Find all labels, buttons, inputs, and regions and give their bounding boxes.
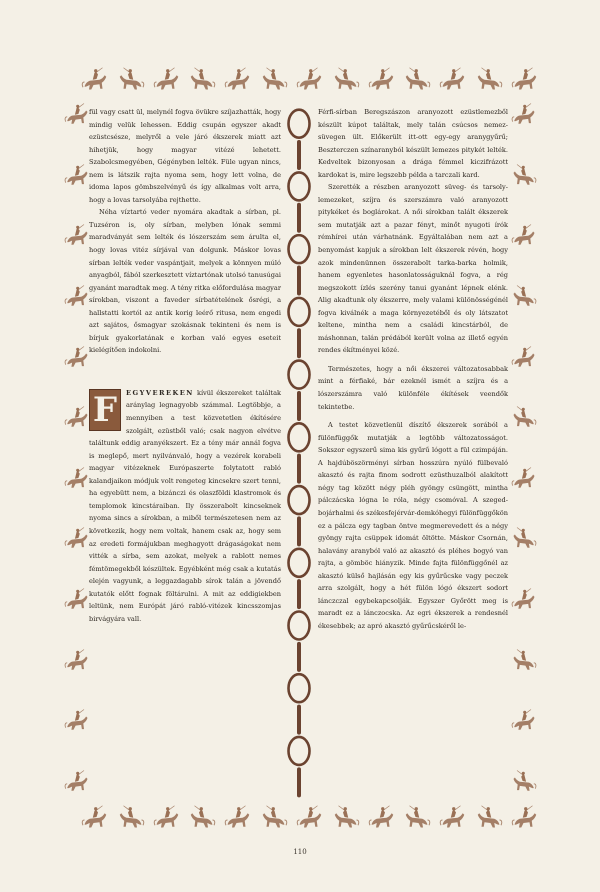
rider-icon xyxy=(223,802,253,832)
paragraph-text: kívül ékszereket találtak aránylag legnagyobb számmal. Legtöbbje, a mennyiben a test közvetetlen ékítésére szolgált, ezüstből való; csak nagyon elvétve találtunk eddig aranyékszert. Ez a tény már annál fogva is meglepő, mert nyilvánvaló, hogy a vezérek korabeli magyar vitézeknek Európaszerte folytatott rabló kalandjaikon módjuk volt rengeteg kincsekre szert tenni, ha egyebütt nem, a bizánczi és olaszföldi klastromok és templomok kincstáraiban. Ily összerabolt kincseknek nyoma sincs a sírokban, a miből természetesen nem az következik, hogy nem voltak, hanem csak az, hogy sem az eredeti formájukban meghagyott drágaságokat nem vitték a sírba, sem azokat, melyek a rablott nemes fémtömegekből készültek. Egyébként még csak a kutatás elején vagyunk, a leggazdagabb sírok talán a jövendő kutatók előtt fognak föltárulni. A mit az eddigiekben leltünk, nem Európát járó rabló-vitézek kincsszomjas birvágyára vall. xyxy=(89,388,281,623)
rider-icon xyxy=(116,802,146,832)
rider-icon xyxy=(259,64,289,94)
chain-link xyxy=(289,674,310,702)
rider-icon xyxy=(152,64,182,94)
chain-divider xyxy=(286,108,312,798)
chain-link xyxy=(289,298,310,326)
chain-link xyxy=(289,486,310,514)
chain-link xyxy=(297,516,301,546)
rider-icon xyxy=(510,706,538,734)
paragraph: Férfi-sírban Beregszászon aranyozott ezüstlemezből készült kúpot találtak, mely talán csúcsos nemez-süvegen ült. Előkerült itt-ott egy-egy aranygyűrű; Beszterczen színaranyból készült lemezes pitykét lelték. Kedveltek bizonyosan a drága fémmel kiczifrázott kardokat is, mire legszebb példa a tarczali kard. xyxy=(318,108,508,179)
rider-icon xyxy=(510,802,540,832)
rider-icon xyxy=(259,802,289,832)
chain-link xyxy=(289,235,310,263)
paragraph: fül vagy csatt ül, melynél fogva övükre szíjazhatták, hogy mindig velük lehessen. Eddig csupán egyszer akadt ezüstcsésze, melyről a vele járó ékszerek miatt azt hihetjük, hogy magyar vitézé lehetett. Szabolcsmegyében, Gégényben lelték. Füle ugyan nincs, nem is látszik rajta nyoma sem, hogy lett volna, de idoma lapos gömbszelvényű és így alkalmas volt arra, hogy a lovas tarsolyába rejthette. xyxy=(89,108,281,204)
paragraph: Néha víztartó veder nyomára akadtak a sírban, pl. Tuzséron is, oly sírban, melyben lónak semmi maradványát sem lelték és lószerszám sem árulta el, hogy lovas vitéz sírjával van dolgunk. Máskor lovas sírban lelték veder vaspántjait, melyek a könnyen múló anyagból, fából szerkesztett víztartónak utolsó tanusúgai gyanánt maradtak meg. A tény ritka előfordulása magyar sírokban, viszont a faveder sírbatételének ősrégi, a hallstatti kortól az antik korig leérő ritusa, nem engedi azt sajátos, ősmagyar szokásnak tekinteni és nem is bírjuk gyakorlatának e korban való egyes eseteit kielégítően indokolni. xyxy=(89,208,281,355)
rider-icon xyxy=(438,802,468,832)
rider-icon xyxy=(367,802,397,832)
rider-icon xyxy=(63,100,91,128)
rider-icon xyxy=(402,802,432,832)
rider-icon xyxy=(63,767,91,795)
rider-icon xyxy=(510,464,538,492)
rider-icon xyxy=(510,403,538,431)
paragraph: A testet közvetlenül díszítő ékszerek sorából a fülönfüggők mutatják a legtöbb változatosságot. Sokszor egyszerű sima kis gyűrű lógott a fül czimpáján. A hajdúböszörményi sírban hosszúra nyúló fülbevaló akasztó és rajta finom sodrott ezüsthuzalból alakított négy tag között négy pléh gyöngy csüngött, mintha pálczácska lógna le róla, négy csomóval. A szeged-bojárhalmi és székesfejérvár-demkóhegyi fülönfüggőkön ez a pálcza egy tagban öntve megmerevedett és a négy gyöngy rajta csüppek idomát öltötte. Máskor Csornán, halavány aranyból való az akasztó és pléhes bogyó van rajta, a gömböc hiányzik. Minde fajta fülönfüggőnél az akasztó külső hajlásán egy kis gyűrűcske vagy peczek arra szolgált, hogy a hét fülön lógó ékszert sodort lánczczal egybekapcsolják. Egyszer Győrött meg is maradt ez a lánczocska. Az egri ékszerek a rendesnél ékesebbek; az apró akasztó gyűrűcskéről le- xyxy=(318,421,508,630)
rider-icon xyxy=(402,64,432,94)
chain-link xyxy=(297,203,301,233)
rider-icon xyxy=(80,64,110,94)
chain-link xyxy=(289,612,310,640)
rider-icon xyxy=(510,161,538,189)
rider-icon xyxy=(510,100,538,128)
rider-icon xyxy=(438,64,468,94)
top-ornament-border xyxy=(80,60,540,98)
chain-link xyxy=(297,579,301,609)
rider-icon xyxy=(510,524,538,552)
rider-icon xyxy=(331,802,361,832)
right-ornament-border xyxy=(505,100,543,795)
rider-icon xyxy=(116,64,146,94)
rider-icon xyxy=(474,64,504,94)
chain-link xyxy=(297,454,301,484)
rider-icon xyxy=(63,343,91,371)
rider-icon xyxy=(80,802,110,832)
rider-icon xyxy=(295,802,325,832)
rider-icon xyxy=(63,706,91,734)
chain-link xyxy=(297,391,301,421)
chain-icon xyxy=(286,108,312,798)
rider-icon xyxy=(295,64,325,94)
section-paragraph xyxy=(89,387,281,625)
rider-icon xyxy=(223,64,253,94)
rider-icon xyxy=(63,282,91,310)
bottom-ornament-border xyxy=(80,798,540,836)
chain-link xyxy=(297,705,301,735)
rider-icon xyxy=(187,64,217,94)
rider-icon xyxy=(510,64,540,94)
left-text-column xyxy=(89,106,281,625)
rider-icon xyxy=(331,64,361,94)
chain-link xyxy=(289,737,310,765)
chain-link xyxy=(297,140,301,170)
rider-icon xyxy=(510,767,538,795)
rider-icon xyxy=(510,646,538,674)
rider-icon xyxy=(63,524,91,552)
chain-link xyxy=(289,549,310,577)
rider-icon xyxy=(152,802,182,832)
rider-icon xyxy=(187,802,217,832)
chain-link xyxy=(289,423,310,451)
paragraph: Természetes, hogy a női ékszerei változatosabbak mint a férfiaké, bár ezeknél ismét a szíjra és a lószerszámra való különféle ékítések veendők tekintetbe. xyxy=(318,364,508,411)
rider-icon xyxy=(510,221,538,249)
rider-icon xyxy=(510,585,538,613)
rider-icon xyxy=(367,64,397,94)
paragraph: Szerették a részben aranyozott süveg- és tarsoly-lemezeket, szíjra és szerszámra való aranyozott pitykéket és boglárokat. A női sírokban talált ékszerek sem mutatják azt a pazar fényt, minőt nyugoti írók rémhírei után várhatnánk. Egyáltalában nem azt a benyomást kapjuk a sírokban lelt ékszerek révén, hogy azok mindenünnen összerabolt tarka-barka holmik, hanem egyenletes hasonlatosságuknál fogva, a rég megszokott ízlés szerény tanui gyanánt lépnek elénk. Alig akadtunk oly ékszerre, mely valami különösségénél fogva kiválnék a maga környezetéből és oly látszatot keltene, mintha nem a családi kincstárból, de máshonnan, talán prédából került volna az illető egyén rendes ékítményei közé. xyxy=(318,183,508,355)
drop-cap: F xyxy=(89,389,121,431)
chain-link xyxy=(297,328,301,358)
rider-icon xyxy=(63,221,91,249)
chain-link xyxy=(297,642,301,672)
chain-link xyxy=(289,361,310,389)
chain-link xyxy=(297,266,301,296)
page-number: 110 xyxy=(293,848,307,856)
chain-link xyxy=(289,172,310,200)
rider-icon xyxy=(510,343,538,371)
rider-icon xyxy=(63,161,91,189)
chain-link xyxy=(289,110,310,138)
right-text-column xyxy=(318,106,508,632)
rider-icon xyxy=(63,403,91,431)
rider-icon xyxy=(510,282,538,310)
section-heading: EGYVEREKEN xyxy=(126,388,194,397)
rider-icon xyxy=(63,585,91,613)
rider-icon xyxy=(63,464,91,492)
rider-icon xyxy=(474,802,504,832)
chain-link xyxy=(297,767,301,797)
rider-icon xyxy=(63,646,91,674)
